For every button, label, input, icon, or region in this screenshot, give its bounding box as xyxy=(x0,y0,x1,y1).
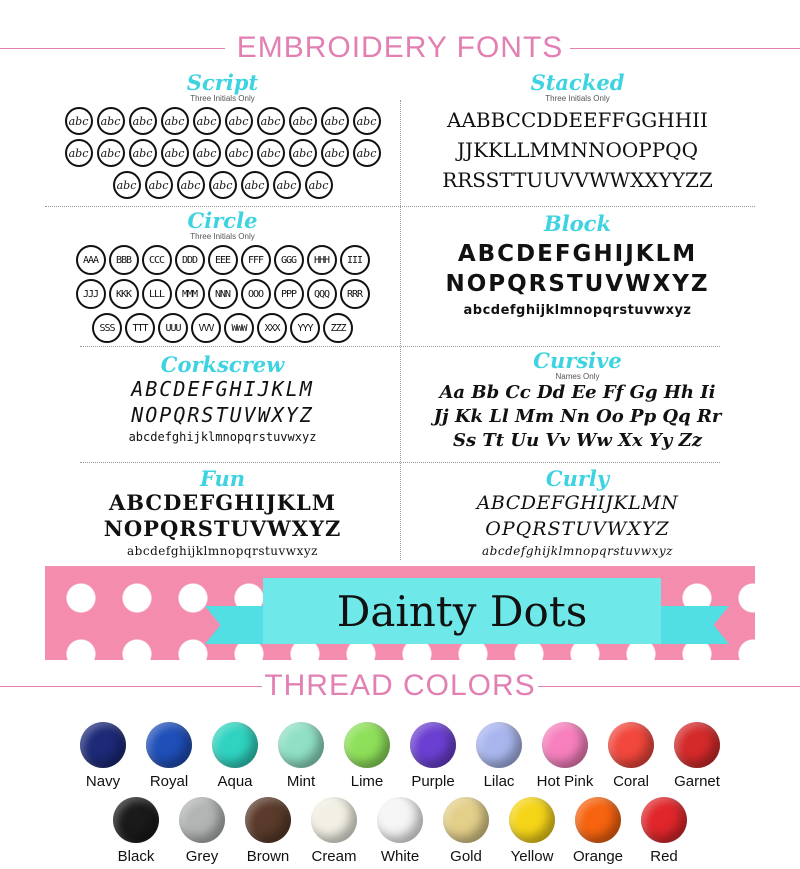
font-name: Block xyxy=(543,211,612,236)
font-cell-curly[interactable] xyxy=(400,468,755,560)
font-cell-stacked[interactable] xyxy=(400,72,755,195)
sample-line: abcdefghijklmnopqrstuvwxyz xyxy=(463,303,692,318)
script-monograms xyxy=(45,107,400,199)
color-swatch-purple[interactable] xyxy=(400,722,466,790)
script-monogram: abc xyxy=(65,107,93,135)
color-swatch-navy[interactable] xyxy=(70,722,136,790)
color-label: Hot Pink xyxy=(536,773,594,790)
script-monogram: abc xyxy=(161,139,189,167)
thread-spool xyxy=(641,797,687,843)
circle-monogram: GGG xyxy=(274,245,304,275)
sample-line: ABCDEFGHIJKLM xyxy=(457,241,698,267)
font-name: Curly xyxy=(545,466,610,491)
font-cell-cursive[interactable] xyxy=(400,350,755,453)
circle-monogram: MMM xyxy=(175,279,205,309)
circle-monogram: DDD xyxy=(175,245,205,275)
banner-title: Dainty Dots xyxy=(336,586,588,636)
thread-spool xyxy=(278,722,324,768)
thread-colors-heading: THREAD COLORS xyxy=(264,669,536,702)
circle-monogram: ZZZ xyxy=(323,313,353,343)
thread-spool xyxy=(212,722,258,768)
color-swatch-white[interactable] xyxy=(367,797,433,865)
sample-line: Jj Kk Ll Mm Nn Oo Pp Qq Rr xyxy=(433,406,722,427)
grid-divider-1 xyxy=(45,206,755,207)
thread-spool xyxy=(674,722,720,768)
sample-line: abcdefghijklmnopqrstuvwxyz xyxy=(128,430,317,444)
color-label: Aqua xyxy=(217,773,253,790)
sample-line: NOPQRSTUVWXYZ xyxy=(131,403,314,427)
font-cell-circle[interactable] xyxy=(45,210,400,343)
monogram-row xyxy=(45,279,400,309)
script-monogram: abc xyxy=(289,139,317,167)
circle-monogram: NNN xyxy=(208,279,238,309)
color-swatch-aqua[interactable] xyxy=(202,722,268,790)
script-monogram: abc xyxy=(305,171,333,199)
color-swatch-lime[interactable] xyxy=(334,722,400,790)
font-note: Three Initials Only xyxy=(190,94,255,103)
font-name: Fun xyxy=(199,466,246,491)
sample-line: ABCDEFGHIJKLM xyxy=(131,377,314,401)
script-monogram: abc xyxy=(225,107,253,135)
thread-spool xyxy=(542,722,588,768)
color-label: Lime xyxy=(350,773,384,790)
sample-line: OPQRSTUVWXYZ xyxy=(485,518,670,540)
ribbon-tail-right xyxy=(659,606,729,644)
monogram-row xyxy=(45,171,400,199)
color-label: Navy xyxy=(85,773,121,790)
color-swatch-grey[interactable] xyxy=(169,797,235,865)
thread-spool xyxy=(608,722,654,768)
script-monogram: abc xyxy=(97,139,125,167)
thread-spool xyxy=(146,722,192,768)
thread-spool xyxy=(575,797,621,843)
thread-spool xyxy=(443,797,489,843)
font-name: Cursive xyxy=(533,348,622,373)
thread-spool xyxy=(311,797,357,843)
circle-monogram: JJJ xyxy=(76,279,106,309)
monogram-row xyxy=(45,245,400,275)
color-swatch-hot-pink[interactable] xyxy=(532,722,598,790)
embroidery-fonts-heading: EMBROIDERY FONTS xyxy=(236,31,564,64)
script-monogram: abc xyxy=(225,139,253,167)
color-label: Cream xyxy=(311,848,357,865)
script-monogram: abc xyxy=(97,107,125,135)
sample-line: Ss Tt Uu Vv Ww Xx Yy Zz xyxy=(453,430,702,451)
color-swatch-cream[interactable] xyxy=(301,797,367,865)
circle-monogram: HHH xyxy=(307,245,337,275)
thread-colors-heading-row xyxy=(0,666,800,706)
sample-line: JJKKLLMMNNOOPPQQ xyxy=(457,138,698,162)
circle-monogram: QQQ xyxy=(307,279,337,309)
circle-monogram: UUU xyxy=(158,313,188,343)
font-note: Three Initials Only xyxy=(190,232,255,241)
embroidery-fonts-heading-row xyxy=(0,28,800,68)
sample-line: AABBCCDDEEFFGGHHII xyxy=(447,108,708,132)
font-name: Script xyxy=(186,70,259,95)
sample-line: Aa Bb Cc Dd Ee Ff Gg Hh Ii xyxy=(439,382,716,403)
circle-monogram: EEE xyxy=(208,245,238,275)
thread-spool xyxy=(80,722,126,768)
color-swatch-row-2 xyxy=(0,797,800,865)
circle-monogram: BBB xyxy=(109,245,139,275)
sample-line: abcdefghijklmnopqrstuvwxyz xyxy=(482,544,673,558)
color-swatch-mint[interactable] xyxy=(268,722,334,790)
thread-spool xyxy=(377,797,423,843)
color-swatch-lilac[interactable] xyxy=(466,722,532,790)
font-note: Names Only xyxy=(555,372,600,381)
color-swatch-coral[interactable] xyxy=(598,722,664,790)
script-monogram: abc xyxy=(193,139,221,167)
script-monogram: abc xyxy=(113,171,141,199)
font-name: Circle xyxy=(187,208,258,233)
thread-spool xyxy=(344,722,390,768)
color-label: Coral xyxy=(613,773,649,790)
circle-monogram: TTT xyxy=(125,313,155,343)
font-cell-fun[interactable] xyxy=(45,468,400,560)
script-monogram: abc xyxy=(161,107,189,135)
sample-line: ABCDEFGHIJKLM xyxy=(108,490,337,515)
script-monogram: abc xyxy=(353,107,381,135)
color-swatch-royal[interactable] xyxy=(136,722,202,790)
circle-monogram: WWW xyxy=(224,313,254,343)
font-name: Corkscrew xyxy=(160,352,285,377)
script-monogram: abc xyxy=(321,139,349,167)
color-swatch-yellow[interactable] xyxy=(499,797,565,865)
color-swatch-orange[interactable] xyxy=(565,797,631,865)
monogram-row xyxy=(45,313,400,343)
circle-monogram: SSS xyxy=(92,313,122,343)
color-label: Royal xyxy=(149,773,189,790)
circle-monogram: AAA xyxy=(76,245,106,275)
color-swatch-row-1 xyxy=(0,722,800,790)
color-swatch-black[interactable] xyxy=(103,797,169,865)
thread-spool xyxy=(245,797,291,843)
font-name: Stacked xyxy=(530,70,625,95)
script-monogram: abc xyxy=(257,139,285,167)
circle-monogram: RRR xyxy=(340,279,370,309)
font-cell-corkscrew[interactable] xyxy=(45,354,400,446)
sample-line: abcdefghijklmnopqrstuvwxyz xyxy=(127,544,318,558)
script-monogram: abc xyxy=(145,171,173,199)
color-label: Brown xyxy=(246,848,290,865)
script-monogram: abc xyxy=(177,171,205,199)
thread-spool xyxy=(113,797,159,843)
monogram-row xyxy=(45,107,400,135)
color-label: Red xyxy=(650,848,678,865)
script-monogram: abc xyxy=(209,171,237,199)
sample-line: NOPQRSTUVWXYZ xyxy=(445,271,710,297)
color-label: Lilac xyxy=(483,773,515,790)
color-swatch-garnet[interactable] xyxy=(664,722,730,790)
font-cell-block[interactable] xyxy=(400,213,755,323)
font-grid xyxy=(45,70,755,560)
color-swatch-brown[interactable] xyxy=(235,797,301,865)
script-monogram: abc xyxy=(257,107,285,135)
circle-monogram: OOO xyxy=(241,279,271,309)
color-label: Gold xyxy=(450,848,482,865)
grid-divider-3 xyxy=(80,462,720,463)
font-note: Three Initials Only xyxy=(545,94,610,103)
thread-spool xyxy=(410,722,456,768)
script-monogram: abc xyxy=(129,107,157,135)
thread-spool xyxy=(509,797,555,843)
color-label: Mint xyxy=(286,773,316,790)
ribbon xyxy=(263,578,661,644)
circle-monogram: LLL xyxy=(142,279,172,309)
color-swatch-red[interactable] xyxy=(631,797,697,865)
circle-monogram: III xyxy=(340,245,370,275)
sample-line: NOPQRSTUVWXYZ xyxy=(103,516,342,541)
script-monogram: abc xyxy=(273,171,301,199)
sample-line: ABCDEFGHIJKLMN xyxy=(476,492,679,514)
script-monogram: abc xyxy=(129,139,157,167)
circle-monogram: VVV xyxy=(191,313,221,343)
color-label: Black xyxy=(117,848,155,865)
color-label: Purple xyxy=(411,773,455,790)
circle-monogram: CCC xyxy=(142,245,172,275)
script-monogram: abc xyxy=(241,171,269,199)
circle-monogram: PPP xyxy=(274,279,304,309)
dainty-dots-banner xyxy=(45,566,755,660)
color-swatch-gold[interactable] xyxy=(433,797,499,865)
grid-divider-2 xyxy=(80,346,720,347)
script-monogram: abc xyxy=(193,107,221,135)
sample-line: RRSSTTUUVVWWXXYYZZ xyxy=(442,168,713,192)
circle-monogram: YYY xyxy=(290,313,320,343)
thread-spool xyxy=(476,722,522,768)
color-label: Orange xyxy=(572,848,624,865)
font-cell-script[interactable] xyxy=(45,72,400,199)
script-monogram: abc xyxy=(289,107,317,135)
script-monogram: abc xyxy=(353,139,381,167)
monogram-row xyxy=(45,139,400,167)
color-label: Garnet xyxy=(674,773,720,790)
circle-monogram: KKK xyxy=(109,279,139,309)
circle-monogram: FFF xyxy=(241,245,271,275)
circle-monogram: XXX xyxy=(257,313,287,343)
script-monogram: abc xyxy=(65,139,93,167)
circle-monograms xyxy=(45,245,400,343)
script-monogram: abc xyxy=(321,107,349,135)
thread-spool xyxy=(179,797,225,843)
color-label: White xyxy=(380,848,420,865)
color-label: Yellow xyxy=(510,848,554,865)
color-label: Grey xyxy=(185,848,219,865)
